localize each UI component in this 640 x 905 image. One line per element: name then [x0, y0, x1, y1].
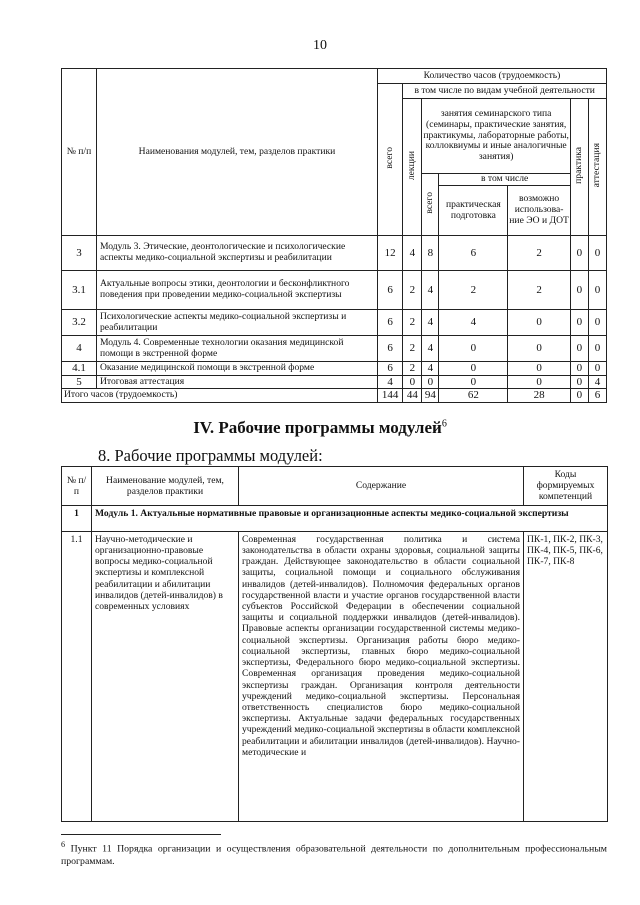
- programs-table: [61, 466, 608, 822]
- footnote-divider: [61, 834, 221, 835]
- header-num: № п/п: [62, 69, 97, 236]
- header-practical-prep: практическая подготовка: [439, 186, 508, 236]
- footnote: [61, 840, 607, 868]
- header-sem-total: всего: [422, 174, 439, 236]
- table-row: 3.1 Актуальные вопросы этики, деонтологии и бесконфликтного поведения при проведении медико-социальной экспертизы 6 2 4 2 2 0 0: [62, 271, 607, 310]
- header-seminars: занятия семинарского типа (семинары, практические занятия, практикумы, лабораторные работы, коллоквиумы и иные аналогичные занятия): [422, 99, 570, 174]
- table-row: 3 Модуль 3. Этические, деонтологические и психологические аспекты медико-социальной экспертизы и реабилитации 12 4 8 6 2 0 0: [62, 236, 607, 271]
- table-row: 4.1 Оказание медицинской помощи в экстренной форме 6 2 4 0 0 0 0: [62, 362, 607, 376]
- footnote-text: Пункт 11 Порядка организации и осуществления образовательной деятельности по дополнительным профессиональным программам.: [61, 843, 607, 867]
- content-cell: Современная государственная политика и система законодательства в области охраны здоровья, социальной защиты граждан. Действующее законодательство в области социальной защиты, социальной помощи и социального обслуживания инвалидов (детей-инвалидов). Полномочия федеральных органов государственной власти и участие органов государственной власти субъектов Российской Федерации в обеспечении социальной защиты и социальной поддержки инвалидов (детей-инвалидов). Правовые аспекты организации государственной системы медико-социальной экспертизы. Организация работы бюро медико-социальной экспертизы, главных бюро медико-социальной экспертизы, Федерального бюро медико-социальной экспертизы. Современная организация проведения медико-социальной экспертизы граждан. Организация контроля деятельности учреждений медико-социальной экспертизы. Персональная ответственность специалистов бюро медико-социальной экспертизы. Актуальные задачи федеральных государственных учреждений медико-социальной экспертизы в области комплексной реабилитации и абилитации инвалидов (детей-инвалидов). Научно-методические и: [239, 531, 524, 821]
- footnote-ref: 6: [441, 418, 447, 430]
- header-content: Содержание: [239, 467, 524, 506]
- header-name: Наименование модулей, тем, разделов практики: [92, 467, 239, 506]
- header-eo-dot: возможно использова-ние ЭО и ДОТ: [508, 186, 571, 236]
- header-num: № п/п: [62, 467, 92, 506]
- header-total: всего: [377, 84, 402, 236]
- table-row: 3.2 Психологические аспекты медико-социальной экспертизы и реабилитации 6 2 4 4 0 0 0: [62, 310, 607, 336]
- footnote-marker: 6: [61, 840, 66, 849]
- header-attestation: аттестация: [588, 99, 606, 236]
- section-heading: IV. Рабочие программы модулей$^6$: [193, 418, 447, 437]
- page-number: 10: [313, 38, 327, 53]
- sub-heading: 8. Рабочие программы модулей:: [98, 446, 323, 465]
- hours-table: [61, 68, 607, 403]
- header-practice: практика: [570, 99, 588, 236]
- header-hours: Количество часов (трудоемкость): [377, 69, 606, 84]
- table-row: 4 Модуль 4. Современные технологии оказания медицинской помощи в экстренной форме 6 2 4 0 0 0 0: [62, 336, 607, 362]
- header-incl: в том числе: [439, 174, 570, 186]
- total-row: Итого часов (трудоемкость) 144 44 94 62 28 0 6: [62, 389, 607, 402]
- module-row: 1 Модуль 1. Актуальные нормативные правовые и организационные аспекты медико-социальной экспертизы: [62, 505, 608, 531]
- header-codes: Коды формируемых компетенций: [524, 467, 608, 506]
- table-row: 1.1 Научно-методические и организационно-правовые вопросы медико-социальной экспертизы и комплексной реабилитации и абилитации инвалидов (детей-инвалидов) в современных условиях Современная государственная политика и система законодательства в области охраны здоровья, социальной защиты граждан. Действующее законодательство в области социальной защиты, социальной помощи и социального обслуживания инвалидов (детей-инвалидов). Полномочия федеральных органов государственной власти и участие органов государственной власти субъектов Российской Федерации в обеспечении социальной защиты и социальной поддержки инвалидов (детей-инвалидов). Правовые аспекты организации государственной системы медико-социальной экспертизы. Организация работы бюро медико-социальной экспертизы, главных бюро медико-социальной экспертизы, Федерального бюро медико-социальной экспертизы. Современная организация проведения медико-социальной экспертизы граждан. Организация контроля деятельности учреждений медико-социальной экспертизы. Персональная ответственность специалистов бюро медико-социальной экспертизы. Актуальные задачи федеральных государственных учреждений медико-социальной экспертизы в области комплексной реабилитации и абилитации инвалидов (детей-инвалидов). Научно-методические и ПК-1, ПК-2, ПК-3, ПК-4, ПК-5, ПК-6, ПК-7, ПК-8: [62, 531, 608, 821]
- header-incl-types: в том числе по видам учебной деятельности: [403, 84, 607, 99]
- header-name: Наименования модулей, тем, разделов практики: [96, 69, 377, 236]
- table-row: 5 Итоговая аттестация 4 0 0 0 0 0 4: [62, 375, 607, 389]
- competence-codes: ПК-1, ПК-2, ПК-3, ПК-4, ПК-5, ПК-6, ПК-7, ПК-8: [524, 531, 608, 821]
- header-lectures: лекции: [403, 99, 422, 236]
